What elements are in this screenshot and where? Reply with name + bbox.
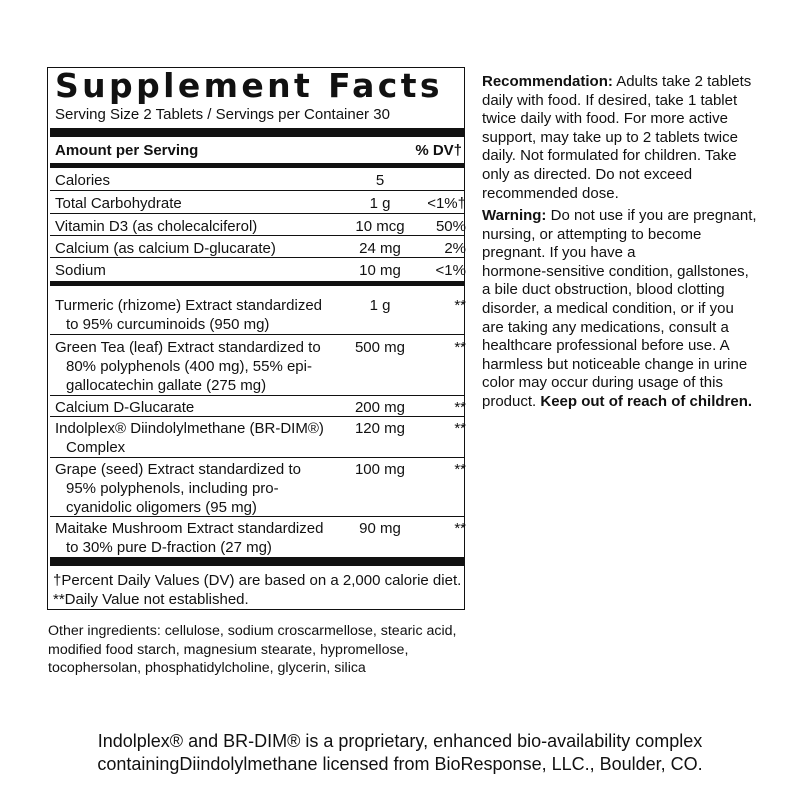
nutrient-amount: 5 [375,172,385,189]
nutrient-amount: 120 mg [354,420,406,437]
nutrient-name: Calories [55,172,111,189]
recommendation-text: Recommendation: Adults take 2 tablets daily with food. If desired, take 1 tablet twice daily with food. For more active support, may take up to 2 tablets twice daily. Not formulated for children. Take only as directed. Do not exceed recommended dose. [482,73,752,202]
row-divider [50,235,465,236]
dv-header: % DV† [415,142,462,159]
serving-info: Serving Size 2 Tablets / Servings per Container 30 [55,106,390,123]
amount-per-serving-header: Amount per Serving [55,142,199,159]
thick-divider-bottom [50,557,465,566]
nutrient-name: Indolplex® Diindolylmethane (BR-DIM®) [55,420,324,437]
row-divider [50,395,465,396]
nutrient-name: to 95% curcuminoids (950 mg) [66,316,270,333]
nutrient-dv: ** [454,461,466,478]
nutrient-name: Complex [66,439,126,456]
row-divider [50,281,465,286]
nutrient-amount: 24 mg [359,240,401,257]
nutrient-name: Grape (seed) Extract standardized to [55,461,301,478]
nutrient-name: Calcium (as calcium D-glucarate) [55,240,276,257]
footnote-dv: †Percent Daily Values (DV) are based on a 2,000 calorie diet. [53,572,462,589]
nutrient-dv: ** [454,420,466,437]
row-divider [50,213,465,214]
nutrient-dv: ** [454,339,466,356]
nutrient-name: 80% polyphenols (400 mg), 55% epi- [66,358,312,375]
row-divider [50,334,465,335]
nutrient-dv: 2% [444,240,466,257]
panel-title: Supplement Facts [55,66,443,105]
warning-label: Warning: [482,207,547,224]
nutrient-name: Turmeric (rhizome) Extract standardized [55,297,323,314]
nutrient-dv: ** [454,520,466,537]
row-divider [50,190,465,191]
row-divider [50,516,465,517]
nutrient-amount: 200 mg [354,399,406,416]
row-divider [50,457,465,458]
nutrient-amount: 1 g [369,297,391,314]
thick-divider-top [50,128,465,137]
nutrient-name: gallocatechin gallate (275 mg) [66,377,267,394]
nutrient-amount: 100 mg [354,461,406,478]
nutrient-amount: 10 mg [359,262,401,279]
footnote-not-established: **Daily Value not established. [53,591,249,608]
keep-out-of-reach-warning: Keep out of reach of children. [540,392,753,410]
nutrient-name: Vitamin D3 (as cholecalciferol) [55,218,258,235]
trademark-disclaimer: Indolplex® and BR-DIM® is a proprietary, enhanced bio-availability complex containingDiindolylmethane licensed from BioResponse, LLC., Boulder, CO. [97,731,703,774]
nutrient-dv: ** [454,297,466,314]
nutrient-name: Maitake Mushroom Extract standardized [55,520,324,537]
nutrient-amount: 1 g [369,195,391,212]
nutrient-amount: 90 mg [359,520,401,537]
nutrient-dv: <1%† [427,195,466,212]
nutrient-name: Calcium D-Glucarate [55,399,195,416]
nutrient-name: Green Tea (leaf) Extract standardized to [55,339,321,356]
nutrient-name: Total Carbohydrate [55,195,182,212]
nutrient-name: 95% polyphenols, including pro- [66,480,279,497]
row-divider [50,257,465,258]
row-divider [50,416,465,417]
nutrient-name: cyanidolic oligomers (95 mg) [66,499,257,516]
nutrient-amount: 10 mcg [355,218,405,235]
nutrient-dv: 50% [435,218,466,235]
nutrient-name: Sodium [55,262,106,279]
other-ingredients: Other ingredients: cellulose, sodium croscarmellose, stearic acid, modified food starch, magnesium stearate, hypromellose, tocophersolan, phosphatidylcholine, glycerin, silica [48,623,457,676]
recommendation-label: Recommendation: [482,73,613,90]
nutrient-name: to 30% pure D-fraction (27 mg) [66,539,272,556]
warning-text: Warning: Do not use if you are pregnant, nursing, or attempting to become pregnant. If you have a hormone-sensitive condition, gallstones, a bile duct obstruction, blood clotting disorder, a medical condition, or if you are taking any medications, consult a healthcare professional before use. A harmless but noticeable change in urine color may occur during usage of this product. Keep out of reach of children. [482,207,757,410]
nutrient-dv: <1% [435,262,466,279]
nutrient-dv: ** [454,399,466,416]
medium-divider [50,163,465,168]
nutrient-amount: 500 mg [354,339,406,356]
